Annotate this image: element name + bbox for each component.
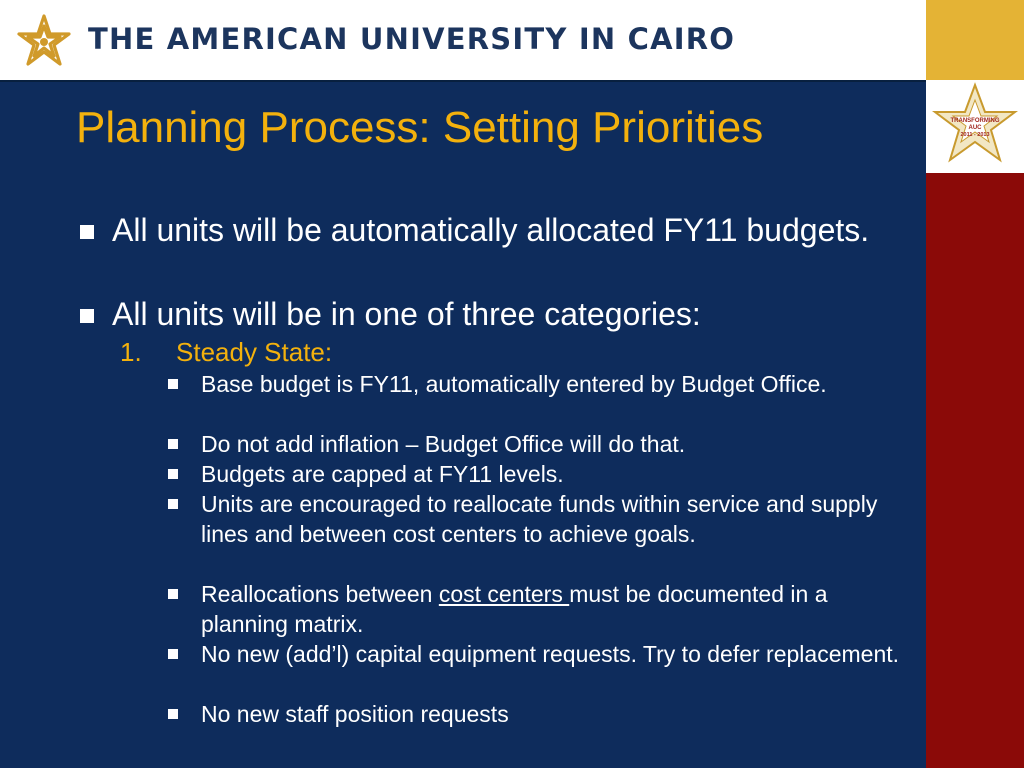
square-bullet-icon <box>168 469 178 479</box>
bullet-text: All units will be automatically allocated FY11 budgets. <box>112 212 870 248</box>
side-gold-block <box>926 0 1024 80</box>
sub-bullet-text <box>201 579 913 639</box>
university-name: THE AMERICAN UNIVERSITY IN CAIRO <box>88 22 736 56</box>
badge-line-2: AUC <box>968 125 982 131</box>
sub-bullet-text: Budgets are capped at FY11 levels. <box>201 461 564 487</box>
sub-bullet-text: No new staff position requests <box>201 701 509 727</box>
sub-bullet-text: Units are encouraged to reallocate funds within service and supply lines and between cost centers to achieve goals. <box>201 491 878 547</box>
header-bar <box>0 0 926 80</box>
sub-bullet-text-start: Reallocations between <box>201 581 439 607</box>
numbered-item-label: Steady State: <box>176 337 333 367</box>
square-bullet-icon <box>168 709 178 719</box>
square-bullet-icon <box>168 649 178 659</box>
sub-bullet-text: Do not add inflation – Budget Office will do that. <box>201 431 686 457</box>
square-bullet-icon <box>168 499 178 509</box>
numbered-item <box>120 337 332 367</box>
square-bullet-icon <box>168 589 178 599</box>
sub-bullet-text: No new (add’l) capital equipment requests. Try to defer replacement. <box>201 641 900 667</box>
square-bullet-icon <box>80 309 94 323</box>
bullet-text: All units will be in one of three categories: <box>112 296 701 332</box>
sub-bullet-text-end: must be documented in a planning matrix. <box>201 581 828 637</box>
side-red-block <box>926 173 1024 768</box>
square-bullet-icon <box>168 439 178 449</box>
item-number: 1. <box>120 337 142 367</box>
slide-content <box>0 80 926 768</box>
slide-title: Planning Process: Setting Priorities <box>76 103 764 152</box>
auc-star-logo-icon <box>14 12 74 72</box>
cost-centers-underlined: cost centers <box>438 581 570 607</box>
square-bullet-icon <box>80 225 94 239</box>
sub-bullet-text: Base budget is FY11, automatically entered by Budget Office. <box>201 371 827 397</box>
square-bullet-icon <box>168 379 178 389</box>
transforming-auc-star-icon <box>931 82 1019 170</box>
badge-line-1: TRANSFORMING <box>950 118 1000 124</box>
badge-line-3: 2011 - 2013 <box>960 132 990 138</box>
